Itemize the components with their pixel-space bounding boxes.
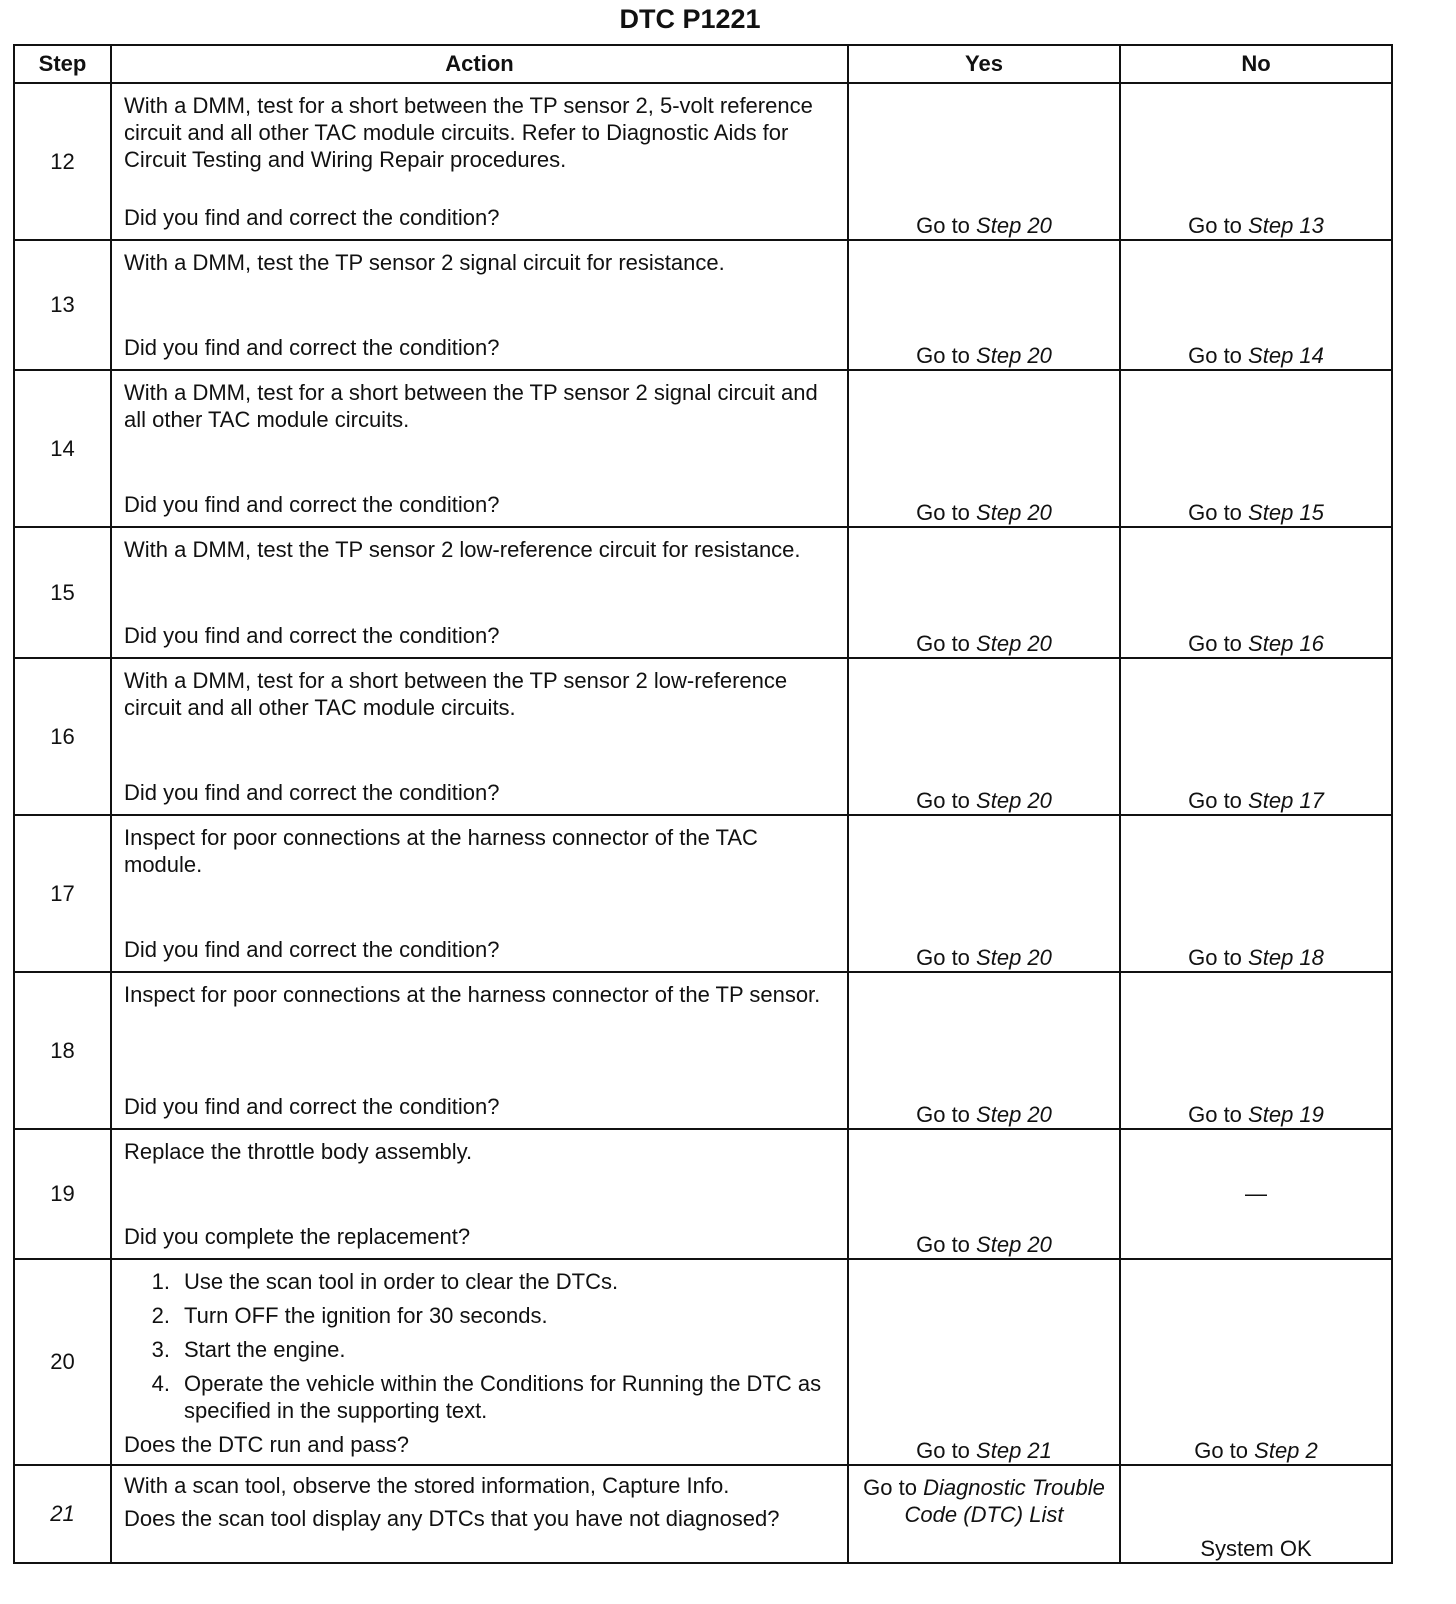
step-number: 20 bbox=[14, 1259, 111, 1465]
no-step-link[interactable]: Step 13 bbox=[1248, 213, 1324, 238]
action-cell bbox=[111, 240, 848, 370]
action-text: With a scan tool, observe the stored information, Capture Info. bbox=[124, 1473, 730, 1498]
list-number: 2. bbox=[151, 1303, 170, 1328]
step-number: 16 bbox=[14, 658, 111, 815]
action-cell bbox=[111, 972, 848, 1129]
no-prefix: Go to bbox=[1188, 1102, 1242, 1127]
no-cell bbox=[1120, 83, 1392, 240]
action-cell bbox=[111, 1259, 848, 1465]
system-ok-text: System OK bbox=[1200, 1536, 1312, 1561]
table-row bbox=[14, 1129, 1392, 1259]
action-text: With a DMM, test for a short between the TP sensor 2 signal circuit and all other TAC module circuits. bbox=[124, 380, 818, 432]
step-number: 15 bbox=[14, 527, 111, 658]
step-number: 13 bbox=[14, 240, 111, 370]
table-row bbox=[14, 83, 1392, 240]
yes-cell bbox=[848, 1465, 1120, 1563]
yes-cell bbox=[848, 1129, 1120, 1259]
yes-cell bbox=[848, 972, 1120, 1129]
no-prefix: Go to bbox=[1188, 788, 1242, 813]
action-text: Inspect for poor connections at the harness connector of the TAC module. bbox=[124, 825, 758, 877]
no-cell bbox=[1120, 370, 1392, 527]
action-cell bbox=[111, 1129, 848, 1259]
list-item bbox=[128, 1336, 837, 1363]
yes-prefix: Go to bbox=[863, 1475, 917, 1500]
action-question: Does the scan tool display any DTCs that you have not diagnosed? bbox=[124, 1506, 780, 1531]
yes-cell bbox=[848, 815, 1120, 972]
no-prefix: Go to bbox=[1188, 500, 1242, 525]
action-cell bbox=[111, 527, 848, 658]
action-text: With a DMM, test the TP sensor 2 low-reference circuit for resistance. bbox=[124, 537, 801, 562]
header-no: No bbox=[1120, 45, 1392, 83]
table-row bbox=[14, 1465, 1392, 1563]
action-text: With a DMM, test for a short between the TP sensor 2 low-reference circuit and all other TAC module circuits. bbox=[124, 668, 788, 720]
yes-prefix: Go to bbox=[916, 788, 970, 813]
header-action: Action bbox=[111, 45, 848, 83]
action-question: Did you find and correct the condition? bbox=[124, 492, 500, 517]
list-number: 3. bbox=[151, 1337, 170, 1362]
yes-prefix: Go to bbox=[916, 631, 970, 656]
no-step-link[interactable]: Step 17 bbox=[1248, 788, 1324, 813]
action-cell bbox=[111, 83, 848, 240]
step-number: 17 bbox=[14, 815, 111, 972]
no-prefix: Go to bbox=[1188, 213, 1242, 238]
table-row bbox=[14, 1259, 1392, 1465]
no-cell bbox=[1120, 1465, 1392, 1563]
yes-prefix: Go to bbox=[916, 500, 970, 525]
yes-prefix: Go to bbox=[916, 1438, 970, 1463]
table-row bbox=[14, 527, 1392, 658]
step-number: 14 bbox=[14, 370, 111, 527]
table-header-row bbox=[14, 45, 1392, 83]
no-step-link[interactable]: Step 15 bbox=[1248, 500, 1324, 525]
yes-cell bbox=[848, 658, 1120, 815]
no-cell bbox=[1120, 972, 1392, 1129]
header-yes: Yes bbox=[848, 45, 1120, 83]
yes-step-link[interactable]: Step 20 bbox=[976, 945, 1052, 970]
list-number: 1. bbox=[151, 1269, 170, 1294]
list-text: Operate the vehicle within the Conditions for Running the DTC as specified in the supporting text. bbox=[184, 1371, 822, 1423]
yes-prefix: Go to bbox=[916, 343, 970, 368]
no-cell bbox=[1120, 1129, 1392, 1259]
no-step-link[interactable]: Step 16 bbox=[1248, 631, 1324, 656]
yes-step-link[interactable]: Step 20 bbox=[976, 788, 1052, 813]
table-row bbox=[14, 370, 1392, 527]
yes-cell bbox=[848, 370, 1120, 527]
yes-step-link[interactable]: Step 21 bbox=[976, 1438, 1052, 1463]
yes-prefix: Go to bbox=[916, 1102, 970, 1127]
action-question: Did you find and correct the condition? bbox=[124, 623, 500, 648]
action-question: Did you find and correct the condition? bbox=[124, 205, 500, 230]
list-item bbox=[128, 1268, 837, 1295]
action-question: Did you find and correct the condition? bbox=[124, 780, 500, 805]
header-step: Step bbox=[14, 45, 111, 83]
procedure-list bbox=[124, 1268, 837, 1431]
no-cell bbox=[1120, 1259, 1392, 1465]
yes-step-link[interactable]: Step 20 bbox=[976, 1102, 1052, 1127]
step-number: 21 bbox=[14, 1465, 111, 1563]
no-prefix: Go to bbox=[1194, 1438, 1249, 1463]
action-question: Did you complete the replacement? bbox=[124, 1224, 471, 1249]
action-text: With a DMM, test the TP sensor 2 signal circuit for resistance. bbox=[124, 250, 725, 275]
action-question: Did you find and correct the condition? bbox=[124, 1094, 500, 1119]
action-cell bbox=[111, 370, 848, 527]
no-cell bbox=[1120, 658, 1392, 815]
no-step-link[interactable]: Step 14 bbox=[1248, 343, 1324, 368]
yes-step-link[interactable]: Step 20 bbox=[976, 1232, 1052, 1257]
no-prefix: Go to bbox=[1188, 343, 1242, 368]
page-title: DTC P1221 bbox=[619, 4, 761, 34]
no-prefix: Go to bbox=[1188, 631, 1242, 656]
action-text: Replace the throttle body assembly. bbox=[124, 1139, 473, 1164]
list-item bbox=[128, 1370, 837, 1424]
no-step-link[interactable]: Step 19 bbox=[1248, 1102, 1324, 1127]
action-question: Does the DTC run and pass? bbox=[124, 1432, 409, 1457]
yes-step-link[interactable]: Step 20 bbox=[976, 213, 1052, 238]
action-cell bbox=[111, 1465, 848, 1563]
yes-prefix: Go to bbox=[916, 213, 970, 238]
no-step-link[interactable]: Step 18 bbox=[1248, 945, 1324, 970]
yes-step-link[interactable]: Step 20 bbox=[976, 500, 1052, 525]
yes-cell bbox=[848, 240, 1120, 370]
yes-prefix: Go to bbox=[916, 945, 970, 970]
action-cell bbox=[111, 658, 848, 815]
table-row bbox=[14, 972, 1392, 1129]
yes-prefix: Go to bbox=[916, 1232, 970, 1257]
action-text: With a DMM, test for a short between the TP sensor 2, 5-volt reference circuit and all other TAC module circuits. Refer to Diagnostic Aids for Circuit Testing and Wiring Repair procedures. bbox=[124, 93, 813, 172]
step-number: 18 bbox=[14, 972, 111, 1129]
no-step-link[interactable]: Step 2 bbox=[1254, 1438, 1318, 1463]
list-text: Start the engine. bbox=[184, 1337, 346, 1362]
table-row bbox=[14, 658, 1392, 815]
no-cell bbox=[1120, 815, 1392, 972]
yes-step-link[interactable]: Step 20 bbox=[976, 343, 1052, 368]
action-text: Inspect for poor connections at the harness connector of the TP sensor. bbox=[124, 982, 821, 1007]
yes-cell bbox=[848, 1259, 1120, 1465]
no-prefix: Go to bbox=[1188, 945, 1242, 970]
yes-step-link[interactable]: Step 20 bbox=[976, 631, 1052, 656]
action-question: Did you find and correct the condition? bbox=[124, 335, 500, 360]
list-number: 4. bbox=[151, 1371, 170, 1396]
list-text: Turn OFF the ignition for 30 seconds. bbox=[184, 1303, 548, 1328]
dtc-list-link[interactable]: Diagnostic Trouble Code (DTC) List bbox=[904, 1475, 1105, 1527]
list-text: Use the scan tool in order to clear the DTCs. bbox=[184, 1269, 619, 1294]
yes-cell bbox=[848, 83, 1120, 240]
table-row bbox=[14, 815, 1392, 972]
table-row bbox=[14, 240, 1392, 370]
no-dash: — bbox=[1245, 1181, 1267, 1206]
no-cell bbox=[1120, 240, 1392, 370]
action-cell bbox=[111, 815, 848, 972]
list-item bbox=[128, 1302, 837, 1329]
yes-cell bbox=[848, 527, 1120, 658]
no-cell bbox=[1120, 527, 1392, 658]
action-question: Did you find and correct the condition? bbox=[124, 937, 500, 962]
dtc-table bbox=[13, 44, 1393, 1564]
step-number: 12 bbox=[14, 83, 111, 240]
step-number: 19 bbox=[14, 1129, 111, 1259]
